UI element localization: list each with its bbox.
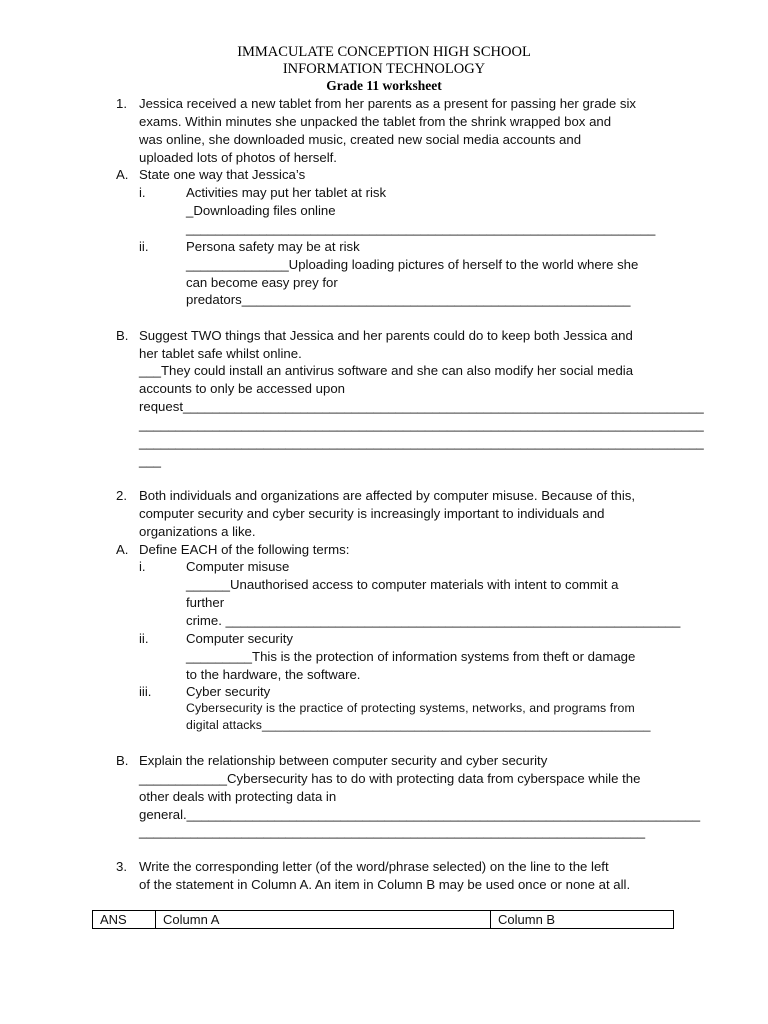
q2b-answer[interactable]: _____________________________________________________________________: [139, 824, 646, 839]
q3-number: 3.: [116, 859, 127, 874]
q1-text-line: was online, she downloaded music, created new social media accounts and: [139, 132, 582, 147]
q2b-answer[interactable]: other deals with protecting data in: [139, 789, 337, 804]
q1b-answer[interactable]: _____________________________________________________________________________: [139, 417, 704, 432]
q2a-prompt: Define EACH of the following terms:: [139, 542, 350, 557]
q1a-i-numeral: i.: [139, 185, 146, 200]
q1a-i-answer[interactable]: _Downloading files online: [186, 203, 336, 218]
q2a-i-prompt: Computer misuse: [186, 559, 290, 574]
q1b-prompt: her tablet safe whilst online.: [139, 346, 302, 361]
q2b-answer[interactable]: ____________Cybersecurity has to do with protecting data from cyberspace while the: [139, 771, 641, 786]
q1-text-line: exams. Within minutes she unpacked the tablet from the shrink wrapped box and: [139, 114, 612, 129]
q2a-letter: A.: [116, 542, 129, 557]
q1-text-line: Jessica received a new tablet from her parents as a present for passing her grade six: [139, 96, 636, 111]
q2-text-line: Both individuals and organizations are affected by computer misuse. Because of this,: [139, 488, 636, 503]
table-header-column-a: Column A: [156, 911, 491, 929]
q2a-iii-answer[interactable]: digital attacks________________________________________________________: [186, 718, 651, 732]
q1-number: 1.: [116, 96, 127, 111]
q1b-answer[interactable]: ___They could install an antivirus software and she can also modify her social media: [139, 363, 634, 378]
q2a-iii-prompt: Cyber security: [186, 684, 271, 699]
q1b-answer[interactable]: _____________________________________________________________________________: [139, 435, 704, 450]
q2a-ii-answer[interactable]: _________This is the protection of information systems from theft or damage: [186, 649, 636, 664]
q2a-i-numeral: i.: [139, 559, 146, 574]
q2a-i-answer[interactable]: further: [186, 595, 225, 610]
q3-text-line: Write the corresponding letter (of the word/phrase selected) on the line to the left: [139, 859, 609, 874]
q1b-prompt: Suggest TWO things that Jessica and her parents could do to keep both Jessica and: [139, 328, 633, 343]
q1b-answer[interactable]: request_______________________________________________________________________: [139, 399, 704, 414]
q1b-answer[interactable]: ___: [139, 453, 162, 468]
q1-text-line: uploaded lots of photos of herself.: [139, 150, 337, 165]
school-name: IMMACULATE CONCEPTION HIGH SCHOOL: [237, 44, 531, 60]
q2a-ii-answer[interactable]: to the hardware, the software.: [186, 667, 361, 682]
q2b-prompt: Explain the relationship between computer security and cyber security: [139, 753, 548, 768]
q1b-letter: B.: [116, 328, 129, 343]
q1a-ii-numeral: ii.: [139, 239, 149, 254]
q2a-iii-numeral: iii.: [139, 684, 152, 699]
q2a-i-answer[interactable]: crime. ______________________________________________________________: [186, 613, 681, 628]
q2-number: 2.: [116, 488, 127, 503]
table-header-column-b: Column B: [491, 911, 674, 929]
q1a-ii-answer[interactable]: can become easy prey for: [186, 275, 338, 290]
table-header-ans: ANS: [93, 911, 156, 929]
q1a-i-prompt: Activities may put her tablet at risk: [186, 185, 387, 200]
q2-text-line: organizations a like.: [139, 524, 256, 539]
q2b-answer[interactable]: general.______________________________________________________________________: [139, 807, 701, 822]
q1a-letter: A.: [116, 167, 129, 182]
q2b-letter: B.: [116, 753, 129, 768]
q1a-ii-answer[interactable]: predators_____________________________________________________: [186, 292, 631, 307]
q2a-ii-prompt: Computer security: [186, 631, 294, 646]
q2a-ii-numeral: ii.: [139, 631, 149, 646]
q1a-ii-answer[interactable]: ______________Uploading loading pictures of herself to the world where she: [186, 257, 639, 272]
q2a-i-answer[interactable]: ______Unauthorised access to computer materials with intent to commit a: [186, 577, 619, 592]
q1a-ii-prompt: Persona safety may be at risk: [186, 239, 360, 254]
table-header-row: [93, 911, 674, 929]
matching-table: [92, 910, 674, 929]
subject-title: INFORMATION TECHNOLOGY: [282, 61, 486, 77]
q1a-prompt: State one way that Jessica’s: [139, 167, 306, 182]
q1b-answer[interactable]: accounts to only be accessed upon: [139, 381, 346, 396]
q1a-i-answer-line[interactable]: ________________________________________________________________: [186, 221, 656, 236]
q3-text-line: of the statement in Column A. An item in Column B may be used once or none at all.: [139, 877, 631, 892]
q2a-iii-answer[interactable]: Cybersecurity is the practice of protecting systems, networks, and programs from: [186, 701, 635, 715]
q2-text-line: computer security and cyber security is increasingly important to individuals and: [139, 506, 605, 521]
worksheet-grade: Grade 11 worksheet: [326, 78, 442, 93]
